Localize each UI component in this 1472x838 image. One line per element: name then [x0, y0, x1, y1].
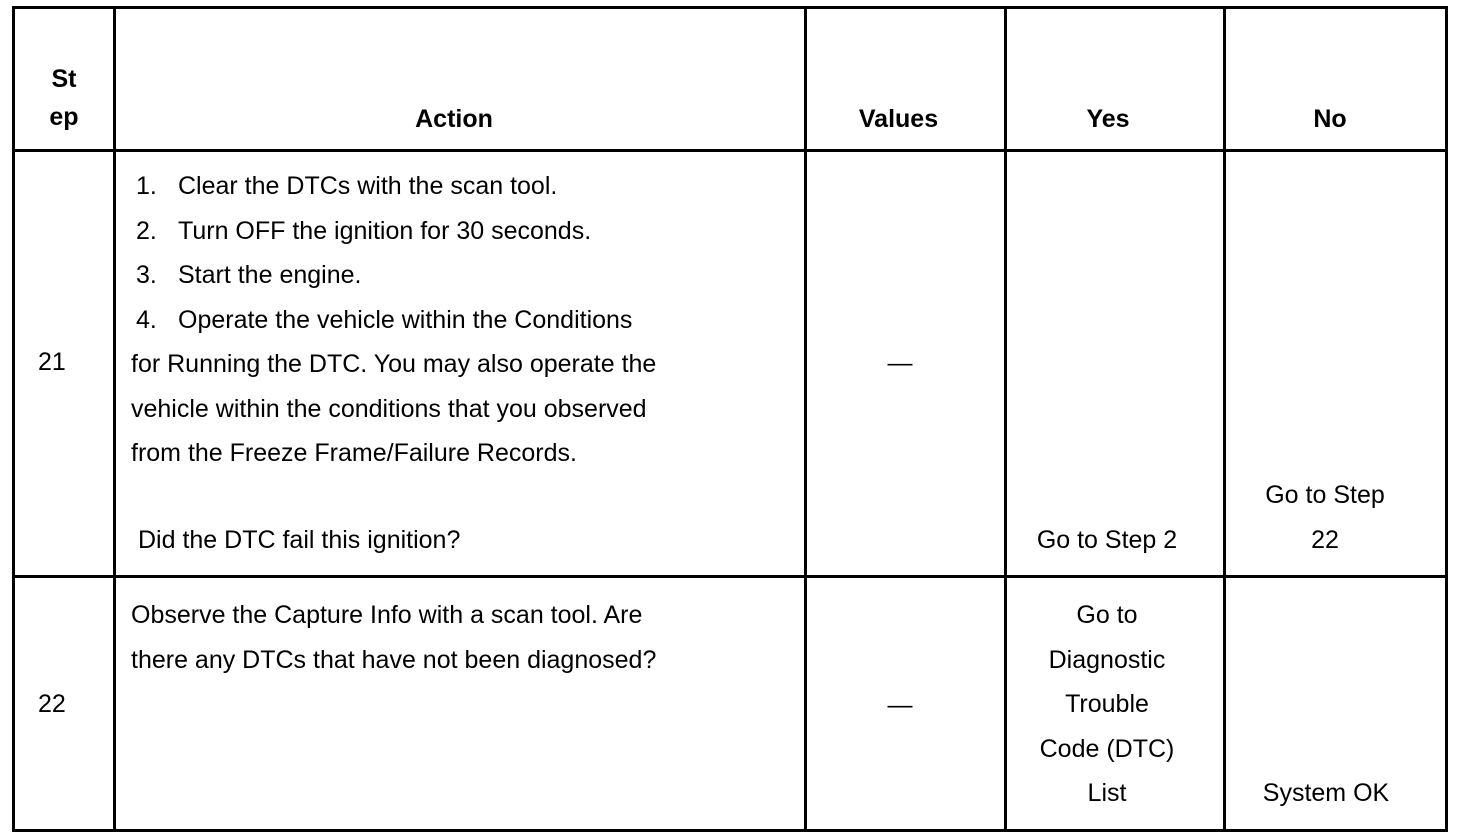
header-no: No: [1313, 105, 1347, 133]
yes-cell-line: Trouble: [1065, 690, 1149, 718]
row-divider: [12, 575, 1448, 578]
list-item-text: Clear the DTCs with the scan tool.: [178, 172, 558, 200]
list-item: [131, 298, 632, 343]
list-item-text: Operate the vehicle within the Conditions: [178, 305, 633, 334]
values-cell: —: [887, 349, 913, 377]
step-number: 21: [38, 348, 66, 376]
no-cell: System OK: [1262, 779, 1390, 807]
list-item-number: 3.: [136, 261, 157, 289]
yes-cell: [1007, 593, 1207, 816]
yes-cell-line: List: [1087, 779, 1127, 807]
yes-cell-line: Code (DTC): [1039, 734, 1175, 763]
header-values: Values: [858, 105, 939, 133]
action-text-line: there any DTCs that have not been diagnosed?: [131, 645, 657, 674]
list-item-number: 1.: [136, 172, 157, 200]
action-continuation-line: vehicle within the conditions that you observed: [131, 394, 647, 423]
list-item-text: Start the engine.: [178, 261, 362, 289]
list-item: [131, 164, 632, 209]
list-item: [131, 209, 632, 254]
list-item-number: 2.: [136, 216, 157, 245]
border-bottom: [12, 829, 1448, 832]
list-item-number: 4.: [136, 305, 157, 334]
header-step: [15, 60, 113, 136]
header-yes: Yes: [1086, 105, 1130, 133]
action-continuation: [131, 342, 656, 476]
action-steps-list: [131, 164, 632, 342]
action-continuation-line: from the Freeze Frame/Failure Records.: [131, 439, 577, 467]
list-item: [131, 253, 632, 298]
border-top: [12, 6, 1448, 9]
step-number: 22: [38, 690, 66, 718]
border-right: [1445, 6, 1448, 832]
header-step-line1: St: [51, 65, 77, 93]
action-text-line: Observe the Capture Info with a scan tool. Are: [131, 601, 643, 629]
yes-cell: Go to Step 2: [1036, 526, 1178, 554]
header-divider: [12, 149, 1448, 152]
values-cell: —: [887, 691, 913, 719]
yes-cell-line: Go to: [1076, 601, 1138, 629]
action-continuation-line: for Running the DTC. You may also operate the: [131, 350, 657, 378]
header-action: Action: [415, 105, 493, 133]
no-cell-line: Go to Step: [1265, 481, 1385, 509]
action-text: [131, 593, 656, 682]
no-cell-line: 22: [1311, 525, 1339, 554]
yes-cell-line: Diagnostic: [1048, 645, 1166, 674]
list-item-text: Turn OFF the ignition for 30 seconds.: [178, 216, 592, 245]
action-question: Did the DTC fail this ignition?: [138, 526, 461, 554]
header-step-line2: ep: [49, 103, 79, 131]
no-cell: [1226, 473, 1424, 562]
